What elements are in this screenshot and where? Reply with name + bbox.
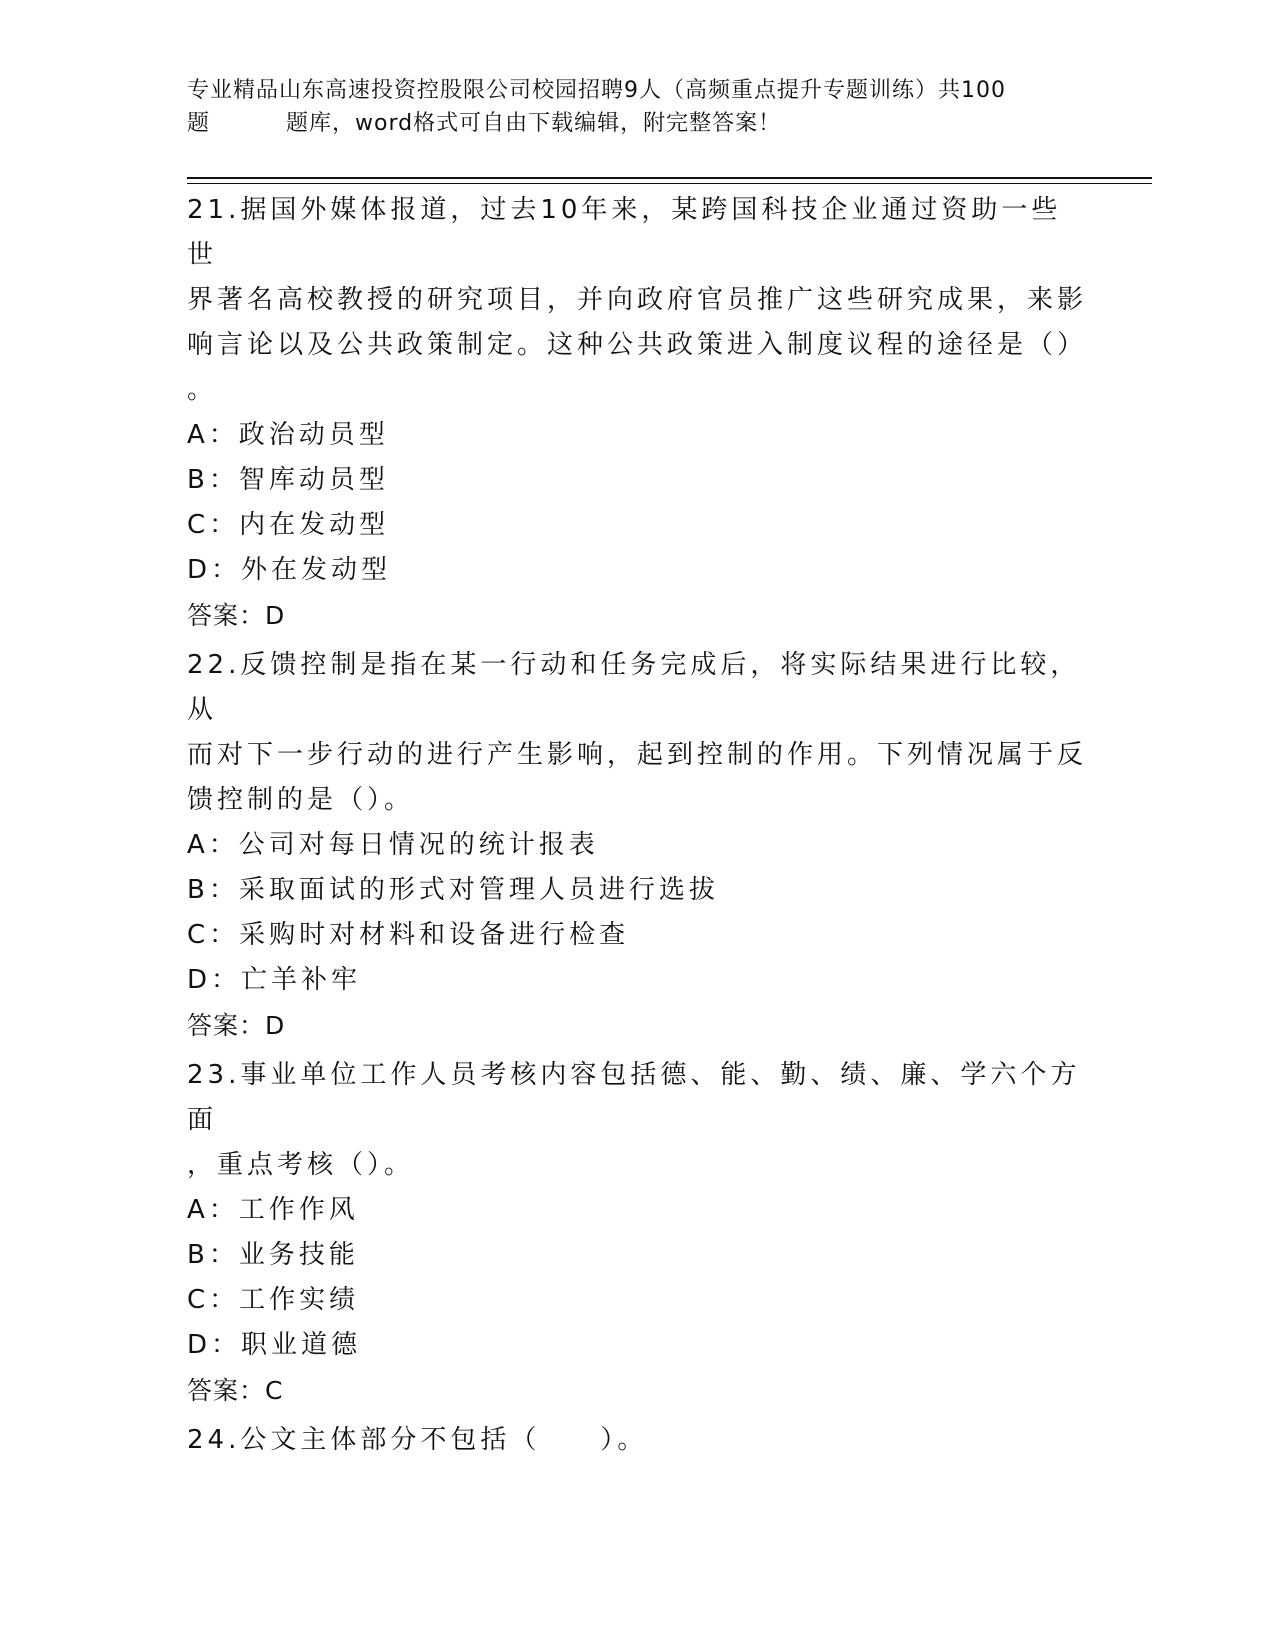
- question-text-line: 响言论以及公共政策制定。这种公共政策进入制度议程的途径是（）: [187, 330, 1088, 360]
- question-text-line: 22.反馈控制是指在某一行动和任务完成后，将实际结果进行比较，从: [187, 650, 1081, 725]
- option-a: A：公司对每日情况的统计报表: [187, 830, 599, 860]
- option-d: D：亡羊补牢: [187, 965, 362, 995]
- option-b: B：业务技能: [187, 1240, 359, 1270]
- question-text-line: 24.公文主体部分不包括（ ）。: [187, 1425, 648, 1455]
- option-a: A：工作作风: [187, 1195, 359, 1225]
- question-text-line: 馈控制的是（）。: [187, 785, 415, 815]
- header-title-line-2: [187, 107, 1087, 140]
- option-a: A：政治动员型: [187, 420, 389, 450]
- document-header: [187, 74, 1087, 140]
- question-text-line: 。: [187, 375, 218, 405]
- question-24-text: [187, 1418, 1087, 1463]
- option-c: C：内在发动型: [187, 510, 390, 540]
- question-24: [187, 1418, 1087, 1463]
- option-c: C：采购时对材料和设备进行检查: [187, 920, 630, 950]
- option-b: B：采取面试的形式对管理人员进行选拔: [187, 875, 719, 905]
- header-divider-thick: [187, 177, 1152, 179]
- answer: 答案：C: [187, 1376, 284, 1405]
- question-22: [187, 643, 1087, 1048]
- answer: 答案：D: [187, 601, 286, 630]
- question-23: [187, 1053, 1087, 1413]
- header-title-line-2-b: 题库，word格式可自由下载编辑，附完整答案！: [286, 111, 782, 136]
- question-text-line: 而对下一步行动的进行产生影响，起到控制的作用。下列情况属于反: [187, 740, 1088, 770]
- question-text-line: 21.据国外媒体报道，过去10年来，某跨国科技企业通过资助一些世: [187, 195, 1062, 270]
- header-title-line-1: 专业精品山东高速投资控股限公司校园招聘9人（高频重点提升专题训练）共100: [187, 78, 1006, 103]
- question-21-text: [187, 188, 1087, 413]
- answer: 答案：D: [187, 1011, 286, 1040]
- question-23-text: [187, 1053, 1087, 1188]
- question-text-line: 23.事业单位工作人员考核内容包括德、能、勤、绩、廉、学六个方面: [187, 1060, 1081, 1135]
- header-title-line-2-a: 题: [187, 111, 211, 136]
- question-text-line: 界著名高校教授的研究项目，并向政府官员推广这些研究成果，来影: [187, 285, 1088, 315]
- question-21: [187, 188, 1087, 638]
- question-22-text: [187, 643, 1087, 823]
- option-c: C：工作实绩: [187, 1285, 360, 1315]
- question-text-line: ，重点考核（）。: [187, 1150, 415, 1180]
- option-d: D：外在发动型: [187, 555, 392, 585]
- header-divider-thin: [187, 183, 1152, 184]
- option-d: D：职业道德: [187, 1330, 362, 1360]
- option-b: B：智库动员型: [187, 465, 389, 495]
